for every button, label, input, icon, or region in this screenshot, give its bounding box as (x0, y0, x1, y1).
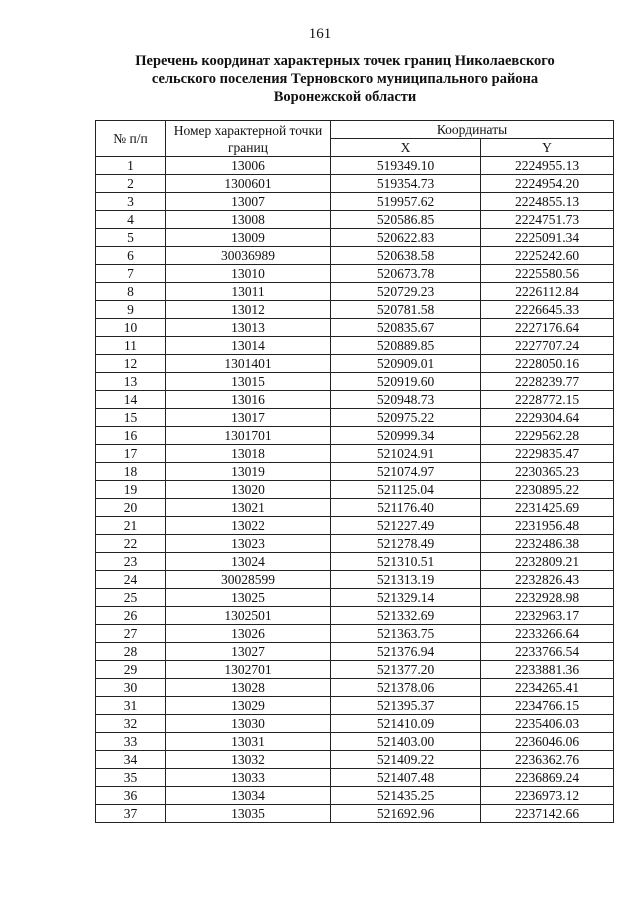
table-row (96, 175, 614, 193)
cell-x: 520948.73 (331, 391, 481, 409)
cell-point-number: 13030 (166, 715, 331, 733)
cell-y: 2225091.34 (481, 229, 614, 247)
cell-x: 521024.91 (331, 445, 481, 463)
table-row (96, 301, 614, 319)
table-row (96, 373, 614, 391)
table-row (96, 463, 614, 481)
table-row (96, 355, 614, 373)
cell-y: 2232963.17 (481, 607, 614, 625)
cell-row-number: 12 (96, 355, 166, 373)
cell-point-number: 1300601 (166, 175, 331, 193)
cell-point-number: 13016 (166, 391, 331, 409)
cell-x: 520889.85 (331, 337, 481, 355)
title-line-1: Перечень координат характерных точек границ Николаевского (135, 53, 555, 69)
cell-point-number: 13032 (166, 751, 331, 769)
cell-row-number: 20 (96, 499, 166, 517)
cell-y: 2224955.13 (481, 157, 614, 175)
cell-point-number: 13006 (166, 157, 331, 175)
cell-point-number: 13019 (166, 463, 331, 481)
table-row (96, 679, 614, 697)
cell-row-number: 18 (96, 463, 166, 481)
cell-y: 2233266.64 (481, 625, 614, 643)
cell-x: 520835.67 (331, 319, 481, 337)
table-row (96, 787, 614, 805)
table-row (96, 193, 614, 211)
cell-x: 521227.49 (331, 517, 481, 535)
cell-row-number: 34 (96, 751, 166, 769)
cell-row-number: 35 (96, 769, 166, 787)
table-row (96, 589, 614, 607)
cell-row-number: 21 (96, 517, 166, 535)
cell-x: 520919.60 (331, 373, 481, 391)
cell-row-number: 29 (96, 661, 166, 679)
cell-y: 2234265.41 (481, 679, 614, 697)
cell-row-number: 3 (96, 193, 166, 211)
cell-point-number: 13021 (166, 499, 331, 517)
cell-row-number: 16 (96, 427, 166, 445)
cell-row-number: 22 (96, 535, 166, 553)
cell-x: 521329.14 (331, 589, 481, 607)
cell-point-number: 13022 (166, 517, 331, 535)
cell-y: 2232809.21 (481, 553, 614, 571)
cell-row-number: 19 (96, 481, 166, 499)
cell-x: 521403.00 (331, 733, 481, 751)
table-row (96, 535, 614, 553)
cell-y: 2226645.33 (481, 301, 614, 319)
cell-x: 519349.10 (331, 157, 481, 175)
cell-y: 2224855.13 (481, 193, 614, 211)
table-row (96, 283, 614, 301)
cell-y: 2228239.77 (481, 373, 614, 391)
cell-x: 520673.78 (331, 265, 481, 283)
cell-y: 2230895.22 (481, 481, 614, 499)
cell-point-number: 13018 (166, 445, 331, 463)
table-row (96, 481, 614, 499)
cell-row-number: 25 (96, 589, 166, 607)
cell-point-number: 13023 (166, 535, 331, 553)
cell-y: 2227707.24 (481, 337, 614, 355)
cell-x: 521409.22 (331, 751, 481, 769)
cell-x: 520729.23 (331, 283, 481, 301)
cell-y: 2235406.03 (481, 715, 614, 733)
table-row (96, 265, 614, 283)
cell-point-number: 13008 (166, 211, 331, 229)
table-row (96, 445, 614, 463)
table-row (96, 319, 614, 337)
cell-y: 2236973.12 (481, 787, 614, 805)
cell-y: 2224954.20 (481, 175, 614, 193)
cell-y: 2228050.16 (481, 355, 614, 373)
table-row (96, 697, 614, 715)
cell-y: 2234766.15 (481, 697, 614, 715)
document-title (100, 52, 590, 106)
title-line-3: Воронежской области (273, 89, 417, 105)
cell-x: 521435.25 (331, 787, 481, 805)
cell-row-number: 32 (96, 715, 166, 733)
cell-x: 521074.97 (331, 463, 481, 481)
header-coordinates: Координаты (331, 121, 614, 139)
cell-y: 2231956.48 (481, 517, 614, 535)
cell-y: 2236046.06 (481, 733, 614, 751)
cell-row-number: 10 (96, 319, 166, 337)
cell-point-number: 13012 (166, 301, 331, 319)
cell-x: 521310.51 (331, 553, 481, 571)
cell-point-number: 13013 (166, 319, 331, 337)
table-row (96, 517, 614, 535)
cell-x: 521410.09 (331, 715, 481, 733)
table-row (96, 247, 614, 265)
table-row (96, 409, 614, 427)
cell-x: 521407.48 (331, 769, 481, 787)
cell-x: 521176.40 (331, 499, 481, 517)
cell-y: 2229304.64 (481, 409, 614, 427)
cell-row-number: 1 (96, 157, 166, 175)
table-row (96, 571, 614, 589)
table-row (96, 337, 614, 355)
cell-point-number: 1301401 (166, 355, 331, 373)
cell-row-number: 17 (96, 445, 166, 463)
cell-row-number: 24 (96, 571, 166, 589)
cell-y: 2232928.98 (481, 589, 614, 607)
cell-y: 2233881.36 (481, 661, 614, 679)
cell-y: 2232486.38 (481, 535, 614, 553)
cell-row-number: 28 (96, 643, 166, 661)
table-row (96, 157, 614, 175)
cell-x: 521125.04 (331, 481, 481, 499)
cell-row-number: 4 (96, 211, 166, 229)
cell-y: 2229562.28 (481, 427, 614, 445)
table-row (96, 661, 614, 679)
cell-y: 2225580.56 (481, 265, 614, 283)
cell-y: 2237142.66 (481, 805, 614, 823)
table-row (96, 643, 614, 661)
cell-point-number: 13029 (166, 697, 331, 715)
cell-point-number: 30028599 (166, 571, 331, 589)
cell-point-number: 13026 (166, 625, 331, 643)
cell-y: 2231425.69 (481, 499, 614, 517)
cell-row-number: 15 (96, 409, 166, 427)
cell-point-number: 13014 (166, 337, 331, 355)
cell-y: 2227176.64 (481, 319, 614, 337)
cell-x: 521692.96 (331, 805, 481, 823)
cell-x: 520622.83 (331, 229, 481, 247)
coordinates-table (95, 120, 614, 823)
cell-x: 521377.20 (331, 661, 481, 679)
table-row (96, 553, 614, 571)
cell-y: 2229835.47 (481, 445, 614, 463)
table-row (96, 715, 614, 733)
cell-row-number: 36 (96, 787, 166, 805)
cell-row-number: 13 (96, 373, 166, 391)
cell-row-number: 5 (96, 229, 166, 247)
cell-x: 520999.34 (331, 427, 481, 445)
cell-x: 521395.37 (331, 697, 481, 715)
cell-row-number: 6 (96, 247, 166, 265)
cell-point-number: 1302501 (166, 607, 331, 625)
table-body (96, 157, 614, 823)
cell-row-number: 7 (96, 265, 166, 283)
cell-x: 520586.85 (331, 211, 481, 229)
cell-x: 520975.22 (331, 409, 481, 427)
cell-x: 520638.58 (331, 247, 481, 265)
cell-point-number: 13027 (166, 643, 331, 661)
cell-row-number: 8 (96, 283, 166, 301)
table-row (96, 751, 614, 769)
cell-x: 521332.69 (331, 607, 481, 625)
header-x: X (331, 139, 481, 157)
table-row (96, 427, 614, 445)
page-number: 161 (308, 26, 332, 42)
cell-y: 2225242.60 (481, 247, 614, 265)
cell-x: 521378.06 (331, 679, 481, 697)
cell-point-number: 13031 (166, 733, 331, 751)
cell-point-number: 13028 (166, 679, 331, 697)
cell-y: 2232826.43 (481, 571, 614, 589)
title-line-2: сельского поселения Терновского муниципального района (151, 71, 539, 87)
table-row (96, 733, 614, 751)
cell-row-number: 26 (96, 607, 166, 625)
cell-row-number: 14 (96, 391, 166, 409)
cell-row-number: 33 (96, 733, 166, 751)
cell-x: 519354.73 (331, 175, 481, 193)
cell-point-number: 13033 (166, 769, 331, 787)
cell-point-number: 13017 (166, 409, 331, 427)
cell-y: 2236869.24 (481, 769, 614, 787)
cell-x: 520781.58 (331, 301, 481, 319)
cell-y: 2226112.84 (481, 283, 614, 301)
cell-x: 521363.75 (331, 625, 481, 643)
table-row (96, 607, 614, 625)
header-row-number: № п/п (96, 121, 166, 157)
cell-y: 2228772.15 (481, 391, 614, 409)
table-row (96, 229, 614, 247)
table-row (96, 805, 614, 823)
cell-x: 521313.19 (331, 571, 481, 589)
cell-x: 520909.01 (331, 355, 481, 373)
table-row (96, 769, 614, 787)
cell-point-number: 13007 (166, 193, 331, 211)
cell-point-number: 13011 (166, 283, 331, 301)
header-y: Y (481, 139, 614, 157)
cell-x: 521376.94 (331, 643, 481, 661)
cell-point-number: 13010 (166, 265, 331, 283)
cell-y: 2236362.76 (481, 751, 614, 769)
table-row (96, 391, 614, 409)
table-row (96, 499, 614, 517)
cell-row-number: 37 (96, 805, 166, 823)
cell-point-number: 13035 (166, 805, 331, 823)
cell-x: 519957.62 (331, 193, 481, 211)
cell-point-number: 1302701 (166, 661, 331, 679)
header-point-number: Номер характерной точки границ (166, 121, 331, 157)
cell-point-number: 30036989 (166, 247, 331, 265)
cell-row-number: 27 (96, 625, 166, 643)
cell-y: 2224751.73 (481, 211, 614, 229)
cell-point-number: 13025 (166, 589, 331, 607)
table-row (96, 211, 614, 229)
table-row (96, 625, 614, 643)
cell-row-number: 31 (96, 697, 166, 715)
cell-point-number: 13009 (166, 229, 331, 247)
cell-row-number: 11 (96, 337, 166, 355)
cell-point-number: 13015 (166, 373, 331, 391)
cell-x: 521278.49 (331, 535, 481, 553)
cell-y: 2230365.23 (481, 463, 614, 481)
cell-row-number: 9 (96, 301, 166, 319)
cell-row-number: 2 (96, 175, 166, 193)
cell-point-number: 1301701 (166, 427, 331, 445)
cell-point-number: 13024 (166, 553, 331, 571)
cell-row-number: 23 (96, 553, 166, 571)
cell-y: 2233766.54 (481, 643, 614, 661)
cell-point-number: 13034 (166, 787, 331, 805)
cell-row-number: 30 (96, 679, 166, 697)
cell-point-number: 13020 (166, 481, 331, 499)
